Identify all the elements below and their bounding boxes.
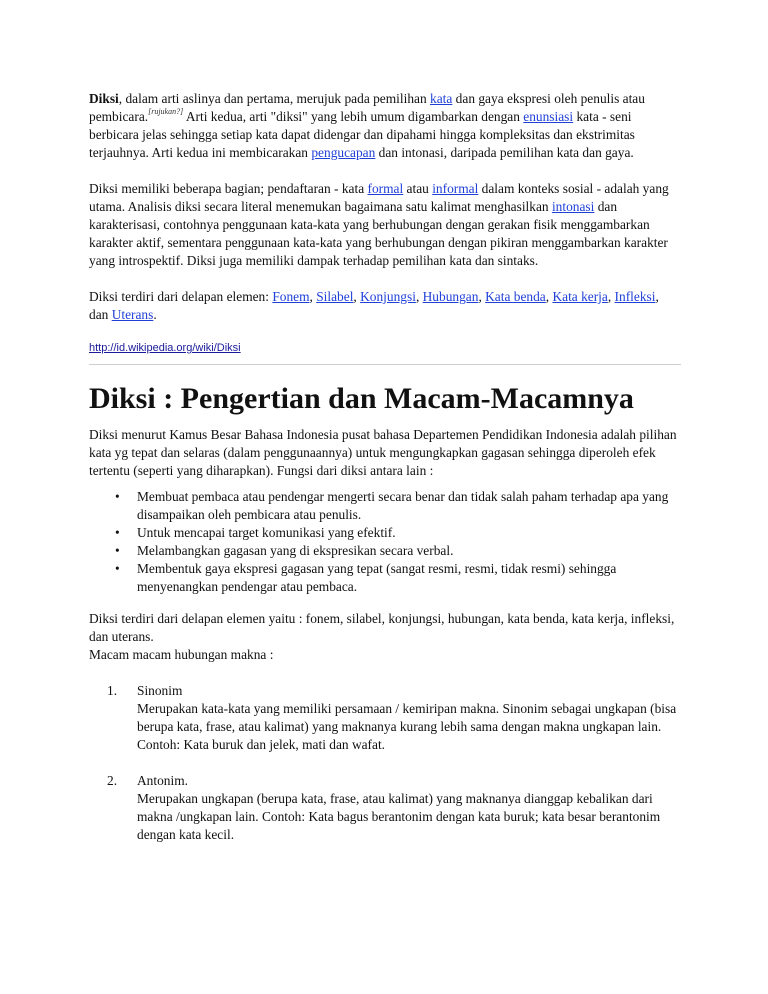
relation-description: Merupakan kata-kata yang memiliki persamaan / kemiripan makna. Sinonim sebagai ungkapan (bisa berupa kata, frase, atau kalimat) yang maknanya kurang lebih sama dengan makna ungkapan lain. Contoh: Kata buruk dan jelek, mati dan wafat. xyxy=(137,701,677,752)
intro-paragraph-1: Diksi, dalam arti aslinya dan pertama, merujuk pada pemilihan kata dan gaya ekspresi oleh penulis atau pembicara.[rujukan?] Arti kedua, arti "diksi" yang lebih umum digambarkan dengan enunsiasi kata - seni berbicara jelas sehingga setiap kata dapat didengar dan dipahami hingga kompleksitas dan ekstrimitas terjauhnya. Arti kedua ini membicarakan pengucapan dan intonasi, daripada pemilihan kata dan gaya. xyxy=(89,91,645,160)
article-paragraph-3: Macam macam hubungan makna : xyxy=(89,647,274,662)
relation-list xyxy=(89,682,681,844)
article-paragraph-1: Diksi menurut Kamus Besar Bahasa Indonesia pusat bahasa Departemen Pendidikan Indonesia adalah pilihan kata yg tepat dan selaras (dalam penggunaannya) untuk mengungkapkan gagasan sehingga diperoleh efek tertentu (seperti yang diharapkan). Fungsi dari diksi antara lain : xyxy=(89,427,677,478)
list-item: • Untuk mencapai target komunikasi yang efektif. xyxy=(137,524,681,542)
list-number: 2. xyxy=(107,773,118,788)
link-silabel[interactable]: Silabel xyxy=(316,289,354,304)
link-intonasi[interactable]: intonasi xyxy=(551,199,595,214)
list-item xyxy=(107,772,681,844)
relation-name: Antonim. xyxy=(137,773,188,788)
link-infleksi[interactable]: Infleksi xyxy=(614,289,656,304)
link-uterans[interactable]: Uterans xyxy=(111,307,154,322)
intro-paragraph-2: Diksi memiliki beberapa bagian; pendaftaran - kata formal atau informal dalam konteks sosial - adalah yang utama. Analisis diksi secara literal menemukan bagaimana satu kalimat menghasilkan intonasi dan karakterisasi, contohnya penggunaan kata-kata yang berhubungan dengan gerakan fisik menggambarkan karakter aktif, sementara penggunaan kata-kata yang berhubungan dengan pikiran menggambarkan karakter yang introspektif. Diksi juga memiliki dampak terhadap pemilihan kata dan sintaks. xyxy=(89,181,669,268)
link-pengucapan[interactable]: pengucapan xyxy=(311,145,376,160)
link-informal[interactable]: informal xyxy=(432,181,479,196)
intro-paragraph-3: Diksi terdiri dari delapan elemen: Fonem, Silabel, Konjungsi, Hubungan, Kata benda, Kata kerja, Infleksi, dan Uterans. xyxy=(89,289,659,322)
document-page xyxy=(89,90,681,862)
relation-name: Sinonim xyxy=(137,683,183,698)
function-list xyxy=(89,488,681,596)
list-item: • Melambangkan gagasan yang di ekspresikan secara verbal. xyxy=(137,542,681,560)
relation-description: Merupakan ungkapan (berupa kata, frase, atau kalimat) yang maknanya dianggap kebalikan dari makna /ungkapan lain. Contoh: Kata bagus berantonim dengan kata buruk; kata besar berantonim dengan kata kecil. xyxy=(137,791,661,842)
link-hubungan[interactable]: Hubungan xyxy=(422,289,479,304)
link-konjungsi[interactable]: Konjungsi xyxy=(360,289,416,304)
list-item: • Membentuk gaya ekspresi gagasan yang tepat (sangat resmi, resmi, tidak resmi) sehingga menyenangkan pendengar atau pembaca. xyxy=(137,560,681,596)
list-item: • Membuat pembaca atau pendengar mengerti secara benar dan tidak salah paham terhadap apa yang disampaikan oleh pembicara atau penulis. xyxy=(137,488,681,524)
link-fonem[interactable]: Fonem xyxy=(272,289,310,304)
citation-needed[interactable]: [rujukan?] xyxy=(148,106,184,116)
section-divider xyxy=(89,364,681,365)
article-title: Diksi : Pengertian dan Macam-Macamnya xyxy=(89,382,634,415)
term-diksi: Diksi xyxy=(89,91,119,106)
list-item xyxy=(107,682,681,754)
article-paragraph-2: Diksi terdiri dari delapan elemen yaitu : fonem, silabel, konjungsi, hubungan, kata benda, kata kerja, infleksi, dan uterans. xyxy=(89,611,675,644)
source-url-link[interactable]: http://id.wikipedia.org/wiki/Diksi xyxy=(89,342,241,354)
link-formal[interactable]: formal xyxy=(367,181,404,196)
link-kata-kerja[interactable]: Kata kerja xyxy=(552,289,608,304)
list-number: 1. xyxy=(107,683,118,698)
link-kata-benda[interactable]: Kata benda xyxy=(485,289,546,304)
link-kata[interactable]: kata xyxy=(430,91,453,106)
link-enunsiasi[interactable]: enunsiasi xyxy=(523,109,574,124)
